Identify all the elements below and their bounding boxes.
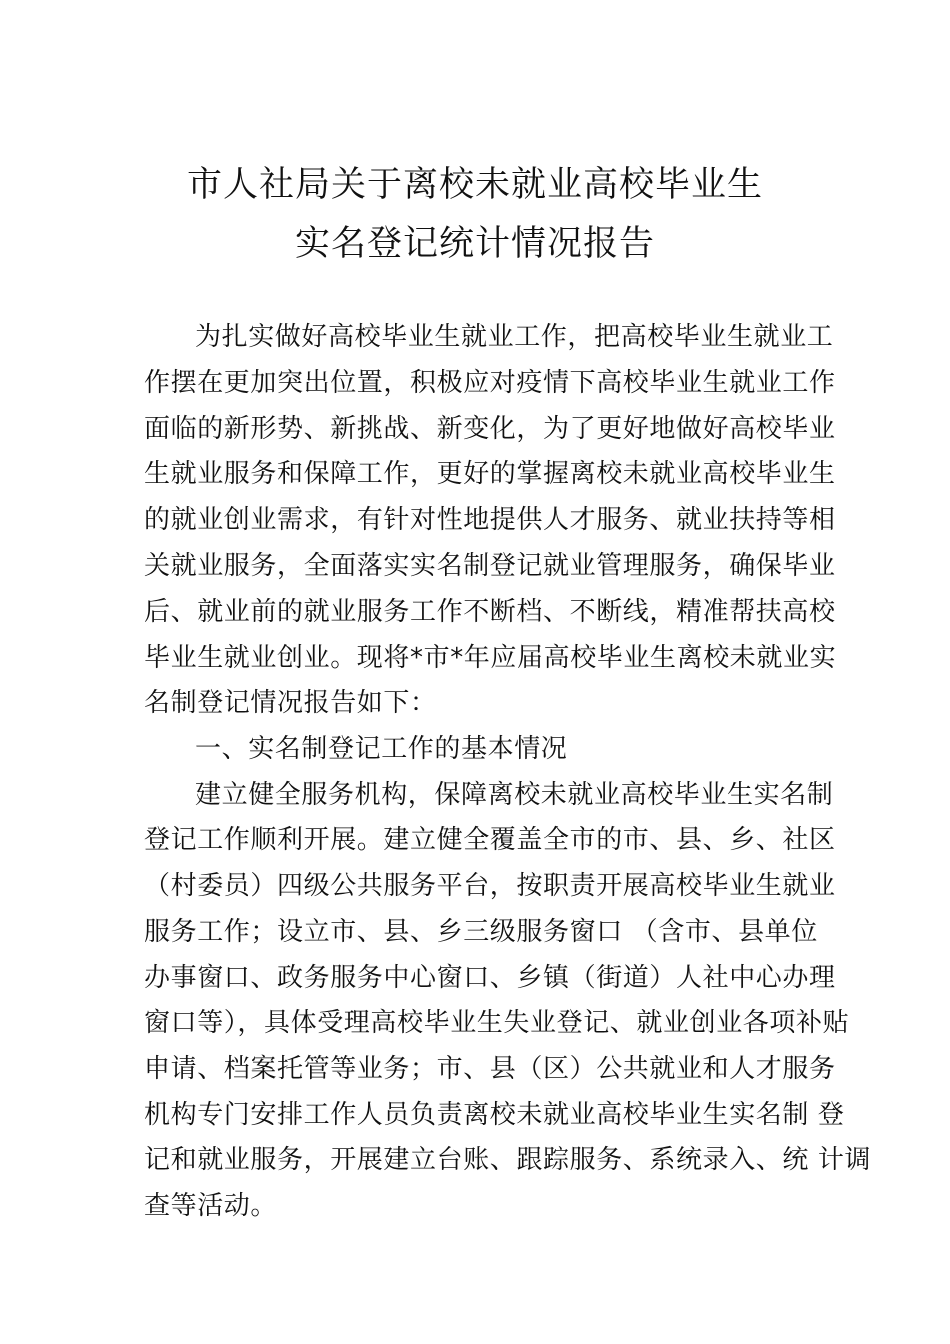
paragraph-1-line: 生就业服务和保障工作，更好的掌握离校未就业高校毕业生 (144, 459, 836, 489)
paragraph-2-line: 记和就业服务，开展建立台账、跟踪服务、系统录入、统 计调 (144, 1145, 872, 1175)
paragraph-1-line: 名制登记情况报告如下： (144, 688, 437, 718)
paragraph-2-line: 查等活动。 (144, 1191, 278, 1221)
paragraph-1-line: 面临的新形势、新挑战、新变化，为了更好地做好高校毕业 (144, 414, 836, 444)
paragraph-1-line: 为扎实做好高校毕业生就业工作，把高校毕业生就业工 (195, 322, 834, 352)
paragraph-1-line: 作摆在更加突出位置，积极应对疫情下高校毕业生就业工作 (144, 368, 836, 398)
section-heading: 一、实名制登记工作的基本情况 (195, 734, 568, 764)
paragraph-2-line: 建立健全服务机构，保障离校未就业高校毕业生实名制 (195, 780, 834, 810)
paragraph-1-line: 毕业生就业创业。现将*市*年应届高校毕业生离校未就业实 (144, 643, 837, 673)
paragraph-2-line: 办事窗口、政务服务中心窗口、乡镇（街道）人社中心办理 (144, 963, 836, 993)
document-title-line-2: 实名登记统计情况报告 (294, 224, 655, 264)
paragraph-1-line: 的就业创业需求，有针对性地提供人才服务、就业扶持等相 (144, 505, 836, 535)
paragraph-2-line: 登记工作顺利开展。建立健全覆盖全市的市、县、乡、社区 (144, 825, 836, 855)
paragraph-2-line: （村委员）四级公共服务平台，按职责开展高校毕业生就业 (144, 871, 836, 901)
paragraph-2-line: 服务工作；设立市、县、乡三级服务窗口 （含市、县单位 (144, 917, 818, 947)
paragraph-2-line: 窗口等），具体受理高校毕业生失业登记、就业创业各项补贴 (144, 1008, 850, 1038)
document-title-line-1: 市人社局关于离校未就业高校毕业生 (186, 165, 763, 205)
paragraph-2-line: 机构专门安排工作人员负责离校未就业高校毕业生实名制 登 (144, 1100, 845, 1130)
paragraph-1-line: 关就业服务，全面落实实名制登记就业管理服务，确保毕业 (144, 551, 836, 581)
paragraph-2-line: 申请、档案托管等业务；市、县（区）公共就业和人才服务 (144, 1054, 836, 1084)
paragraph-1-line: 后、就业前的就业服务工作不断档、不断线，精准帮扶高校 (144, 597, 836, 627)
